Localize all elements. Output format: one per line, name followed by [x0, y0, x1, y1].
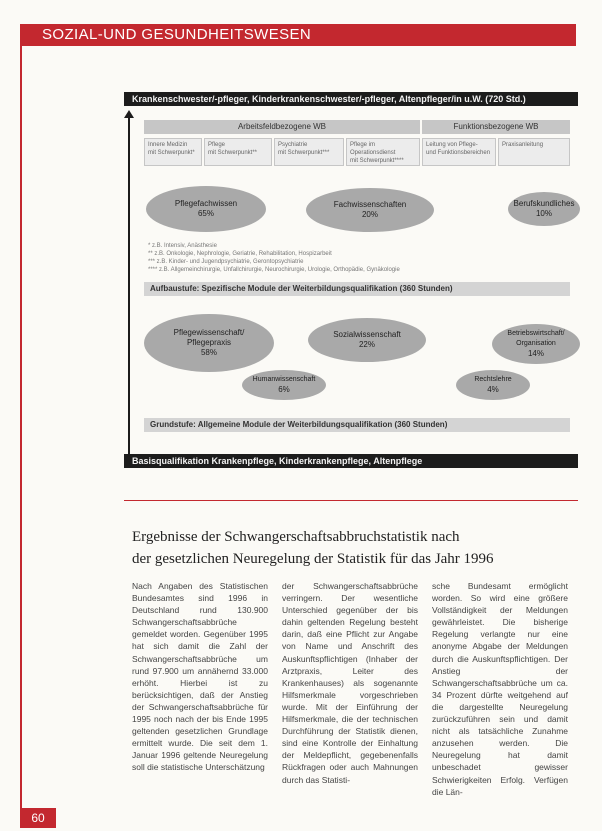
article-title [132, 526, 572, 570]
work-area-box: Arbeitsfeldbezogene WB [144, 120, 420, 134]
paragraph: Nach Angaben des Statistischen Bundesamtes sind 1996 in Deutschland rund 130.900 Schwangerschaftsabbrüche gemeldet worden. Gegenüber 1995 hat sich damit die Zahl der Schwangerschaftsabbrüche um rund 97.900 um annähernd 33.000 erhöht. Hierbei ist zu berücksichtigen, daß der Anstieg der Schwangerschaftsabbrüche für 1995 noch nach der bis Ende 1995 geltenden gesetzlichen Grundlage ermittelt wurde. Die seit dem 1. Januar 1996 geltende Neuregelung soll die statistische Unterschätzung [132, 581, 268, 773]
ellipse-label: Humanwissenschaft [252, 376, 316, 383]
ellipse-label: Pflegefachwissen [174, 199, 238, 208]
function-box: Funktionsbezogene WB [422, 120, 570, 134]
ellipse-nursing-science [144, 314, 274, 372]
left-margin-rule [20, 46, 22, 816]
article-title-line: der gesetzlichen Neuregelung der Statistik für das Jahr 1996 [132, 551, 494, 567]
footnote: *** z.B. Kinder- und Jugendpsychiatrie, Gerontopsychiatrie [148, 259, 304, 265]
ellipse-professional-studies [508, 192, 580, 226]
vertical-arrow-line [128, 116, 130, 454]
ellipse-percent: 6% [278, 385, 290, 394]
ellipse-subject-sciences [306, 188, 434, 232]
ellipse-label: Fachwissenschaften [333, 200, 407, 209]
ellipse-human-science [242, 370, 326, 400]
article-column-1 [132, 580, 268, 774]
sub-box-psychiatry: Psychiatrie mit Schwerpunkt*** [274, 138, 344, 166]
ellipse-label: Berufskundliches [513, 199, 575, 208]
diagram-top-bar: Krankenschwester/-pfleger, Kinderkrankenschwester/-pfleger, Altenpfleger/in u.W. (720 Std.) [124, 92, 578, 106]
section-title: SOZIAL-UND GESUNDHEITSWESEN [42, 26, 312, 43]
sub-box-leadership: Leitung von Pflege- und Funktionsbereichen [422, 138, 496, 166]
article-column-2 [282, 580, 418, 786]
ellipse-percent: 14% [527, 349, 544, 358]
paragraph: sche Bundesamt ermöglicht worden. So wird eine größere Vollständigkeit der Meldungen gewährleistet. Die bisherige Regelung verlangte nur eine anonyme Abgabe der Meldungen durch die Auskunftspflichtigen. Der Anstieg der Schwangerschaftsabbrüche um ca. 34 Prozent dürfte weitgehend auf die dargestellte Neuregelung zurückzuführen sein und damit nicht als tatsächliche Zunahme anzusehen werden. Die Neuregelung hat damit unbeschadet gewisser Schwierigkeiten Erfolg. Verfügen die Län- [432, 581, 568, 797]
sub-box-practice-guidance: Praxisanleitung [498, 138, 570, 166]
ellipse-business-administration [492, 324, 580, 364]
footnote: * z.B. Intensiv, Anästhesie [148, 243, 217, 249]
ellipse-percent: 10% [535, 209, 552, 218]
ellipse-label: Rechtslehre [474, 376, 512, 383]
advanced-level-bar: Aufbaustufe: Spezifische Module der Weiterbildungsqualifikation (360 Stunden) [144, 282, 570, 296]
ellipse-nursing-knowledge [146, 186, 266, 232]
ellipse-social-science [308, 318, 426, 362]
ellipse-percent: 22% [358, 340, 375, 349]
ellipse-percent: 58% [200, 348, 217, 357]
ellipse-label: Sozialwissenschaft [333, 330, 401, 339]
article-title-line: Ergebnisse der Schwangerschaftsabbruchstatistik nach [132, 529, 460, 545]
footnote: ** z.B. Onkologie, Nephrologie, Geriatrie, Rehabilitation, Hospizarbeit [148, 251, 332, 257]
article-column-3 [432, 580, 568, 798]
ellipse-label: Pflegewissenschaft/ Pflegepraxis [173, 328, 245, 347]
diagram-footnotes [148, 242, 572, 274]
basic-level-bar: Grundstufe: Allgemeine Module der Weiterbildungsqualifikation (360 Stunden) [144, 418, 570, 432]
sub-box-operating: Pflege im Operationsdienst mit Schwerpunkt**** [346, 138, 420, 166]
diagram-bottom-bar: Basisqualifikation Krankenpflege, Kinderkrankenpflege, Altenpflege [124, 454, 578, 468]
sub-box-internal-medicine: Innere Medizin mit Schwerpunkt* [144, 138, 202, 166]
qualification-diagram [122, 88, 582, 472]
section-divider [124, 500, 578, 501]
ellipse-percent: 20% [361, 210, 378, 219]
ellipse-percent: 4% [487, 385, 499, 394]
ellipse-percent: 65% [197, 209, 214, 218]
ellipse-law [456, 370, 530, 400]
sub-box-nursing: Pflege mit Schwerpunkt** [204, 138, 272, 166]
footnote: **** z.B. Allgemeinchirurgie, Unfallchirurgie, Neurochirurgie, Urologie, Orthopädie, Gynäkologie [148, 267, 400, 273]
paragraph: der Schwangerschaftsabbrüche verringern. Der wesentliche Unterschied gegenüber der bis dahin geltenden Regelung besteht darin, daß eine Pflicht zur Angabe von Name und Anschrift des Auskunftspflichtigen (Inhaber der Arztpraxis, Leiter des Krankenhauses) als sogenannte Hilfsmerkmale vorgeschrieben wurde. Mit der Einführung der Hilfsmerkmale, die der technischen Durchführung der Statistik dienen, sind eine Kontrolle der Einhaltung der Meldepflicht, gegebenenfalls Rückfragen oder auch Mahnungen durch das Statisti- [282, 581, 418, 785]
article-body [132, 580, 582, 808]
section-header-band [20, 24, 576, 46]
page-number: 60 [20, 808, 56, 828]
ellipse-label: Betriebswirtschaft/ Organisation [507, 330, 565, 347]
